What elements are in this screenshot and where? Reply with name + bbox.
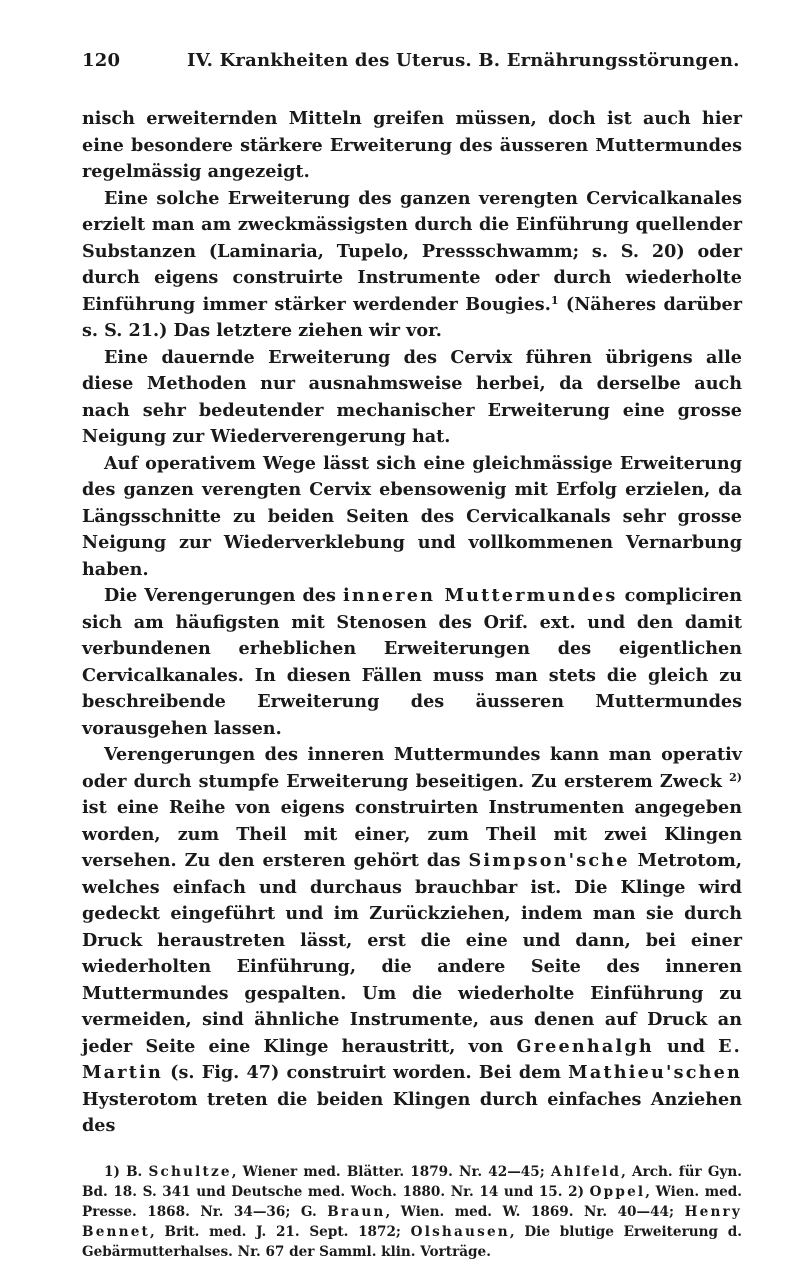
footnote-1-number: 1) B. (104, 1163, 149, 1180)
footnote-author: Olshausen (410, 1223, 510, 1240)
paragraph-5-text-a: Die Verengerungen des (104, 585, 344, 606)
book-page (82, 50, 742, 1262)
paragraph-6-text-d: und (653, 1035, 719, 1057)
paragraph-4 (82, 451, 742, 584)
paragraph-3 (82, 345, 742, 451)
name-martin: E. Martin (82, 1035, 742, 1083)
footnote-2-number: 2) (562, 1183, 590, 1200)
paragraph-6-text-f: Hysterotom treten die beiden Klingen durch einfaches Anziehen des (82, 1088, 742, 1136)
footnote-author: Schultze (148, 1163, 232, 1180)
footnote-2-text: , Wien. med. Presse. 1868. Nr. 34—36; G. (82, 1183, 742, 1220)
footnote-2-text-c: , Brit. med. J. 21. Sept. 1872; (150, 1223, 411, 1240)
body-text (82, 106, 742, 1140)
paragraph-4-text: Auf operativem Wege lässt sich eine gleichmässige Erweiterung des ganzen verengten Cervix ebensowenig mit Erfolg erzielen, da Längsschnitte zu beiden Seiten des Cervicalkanals sehr grosse Neigung zur Wiederverklebung und vollkommenen Vernarbung haben. (82, 452, 742, 580)
paragraph-5-text-b: compliciren sich am häufigsten mit Stenosen des Orif. ext. und den damit verbundenen erheblichen Erweiterungen des eigentlichen Cervicalkanales. In diesen Fällen muss man stets die gleich zu beschreibende Erweiterung des äusseren Muttermundes vorausgehen lassen. (82, 585, 742, 739)
paragraph-1-text: nisch erweiternden Mitteln greifen müssen, doch ist auch hier eine besondere stärkere Erweiterung des äusseren Muttermundes regelmässig angezeigt. (82, 108, 742, 182)
paragraph-2-text-a: Eine solche Erweiterung des ganzen verengten Cervicalkanales erzielt man am zweckmässigsten durch die Einführung quellender Substanzen (Laminaria, Tupelo, Pressschwamm; s. S. 20) oder durch eigens construirte Instrumente oder durch wiederholte Einführung immer stärker werdender Bougies. (82, 187, 742, 315)
name-mathieu: Mathieu'schen (568, 1062, 742, 1083)
paragraph-2 (82, 186, 742, 345)
page-number: 120 (82, 50, 121, 71)
name-simpson: Simpson'sche (468, 850, 630, 871)
footnote-block (82, 1162, 742, 1262)
footnote-2-text-d: , Die blutige Erweiterung d. Gebärmutterhalses. Nr. 67 der Samml. klin. Vorträge. (82, 1223, 742, 1260)
paragraph-5 (82, 583, 742, 742)
paragraph-1 (82, 106, 742, 186)
paragraph-3-text: Eine dauernde Erweiterung des Cervix führen übrigens alle diese Methoden nur ausnahmsweise herbei, da derselbe auch nach sehr bedeutender mechanischer Erweiterung eine grosse Neigung zur Wiederverengerung hat. (82, 346, 742, 447)
running-head (82, 50, 742, 80)
footnote-ref-2: 2) (729, 770, 742, 784)
paragraph-6-text-b: ist eine Reihe von eigens construirten Instrumenten angegeben worden, zum Theil mit einer, zum Theil mit zwei Klingen versehen. Zu den ersteren gehört das (82, 797, 742, 871)
paragraph-6-text-c: Metrotom, welches einfach und durchaus brauchbar ist. Die Klinge wird gedeckt eingeführt und im Zurückziehen, indem man sie durch Druck heraustreten lässt, erst die eine und dann, bei einer wiederholten Einführung, die andere Seite des inneren Muttermundes gespalten. Um die wiederholte Einführung zu vermeiden, sind ähnliche Instrumente, aus denen auf Druck an jeder Seite eine Klinge heraustritt, von (82, 850, 743, 1057)
footnote-author: Henry Bennet (82, 1203, 742, 1240)
footnote-1-text-b: , Arch. für Gyn. Bd. 18. S. 341 und Deutsche med. Woch. 1880. Nr. 14 und 15. (82, 1163, 742, 1200)
footnote-ref-1: 1 (550, 293, 559, 307)
footnote-author: Oppel (589, 1183, 646, 1200)
footnote-2-text-b: , Wien. med. W. 1869. Nr. 40—44; (385, 1203, 685, 1220)
paragraph-6 (82, 742, 742, 1140)
paragraph-2-text-b: (Näheres darüber s. S. 21.) Das letztere ziehen wir vor. (82, 293, 742, 341)
paragraph-6-text-a: Verengerungen des inneren Muttermundes kann man operativ oder durch stumpfe Erweiterung beseitigen. Zu ersterem Zweck (82, 744, 742, 792)
footnote-1-text: , Wiener med. Blätter. 1879. Nr. 42—45; (231, 1163, 551, 1180)
chapter-heading: IV. Krankheiten des Uterus. B. Ernährungsstörungen. (187, 50, 740, 71)
footnotes (82, 1162, 742, 1262)
paragraph-6-text-e: (s. Fig. 47) construirt worden. Bei dem (162, 1062, 569, 1083)
emphasis-inner-os: inneren Muttermundes (343, 585, 618, 606)
footnote-author: Ahlfeld (550, 1163, 622, 1180)
name-greenhalgh: Greenhalgh (516, 1035, 654, 1057)
footnote-author: Braun (327, 1203, 386, 1220)
